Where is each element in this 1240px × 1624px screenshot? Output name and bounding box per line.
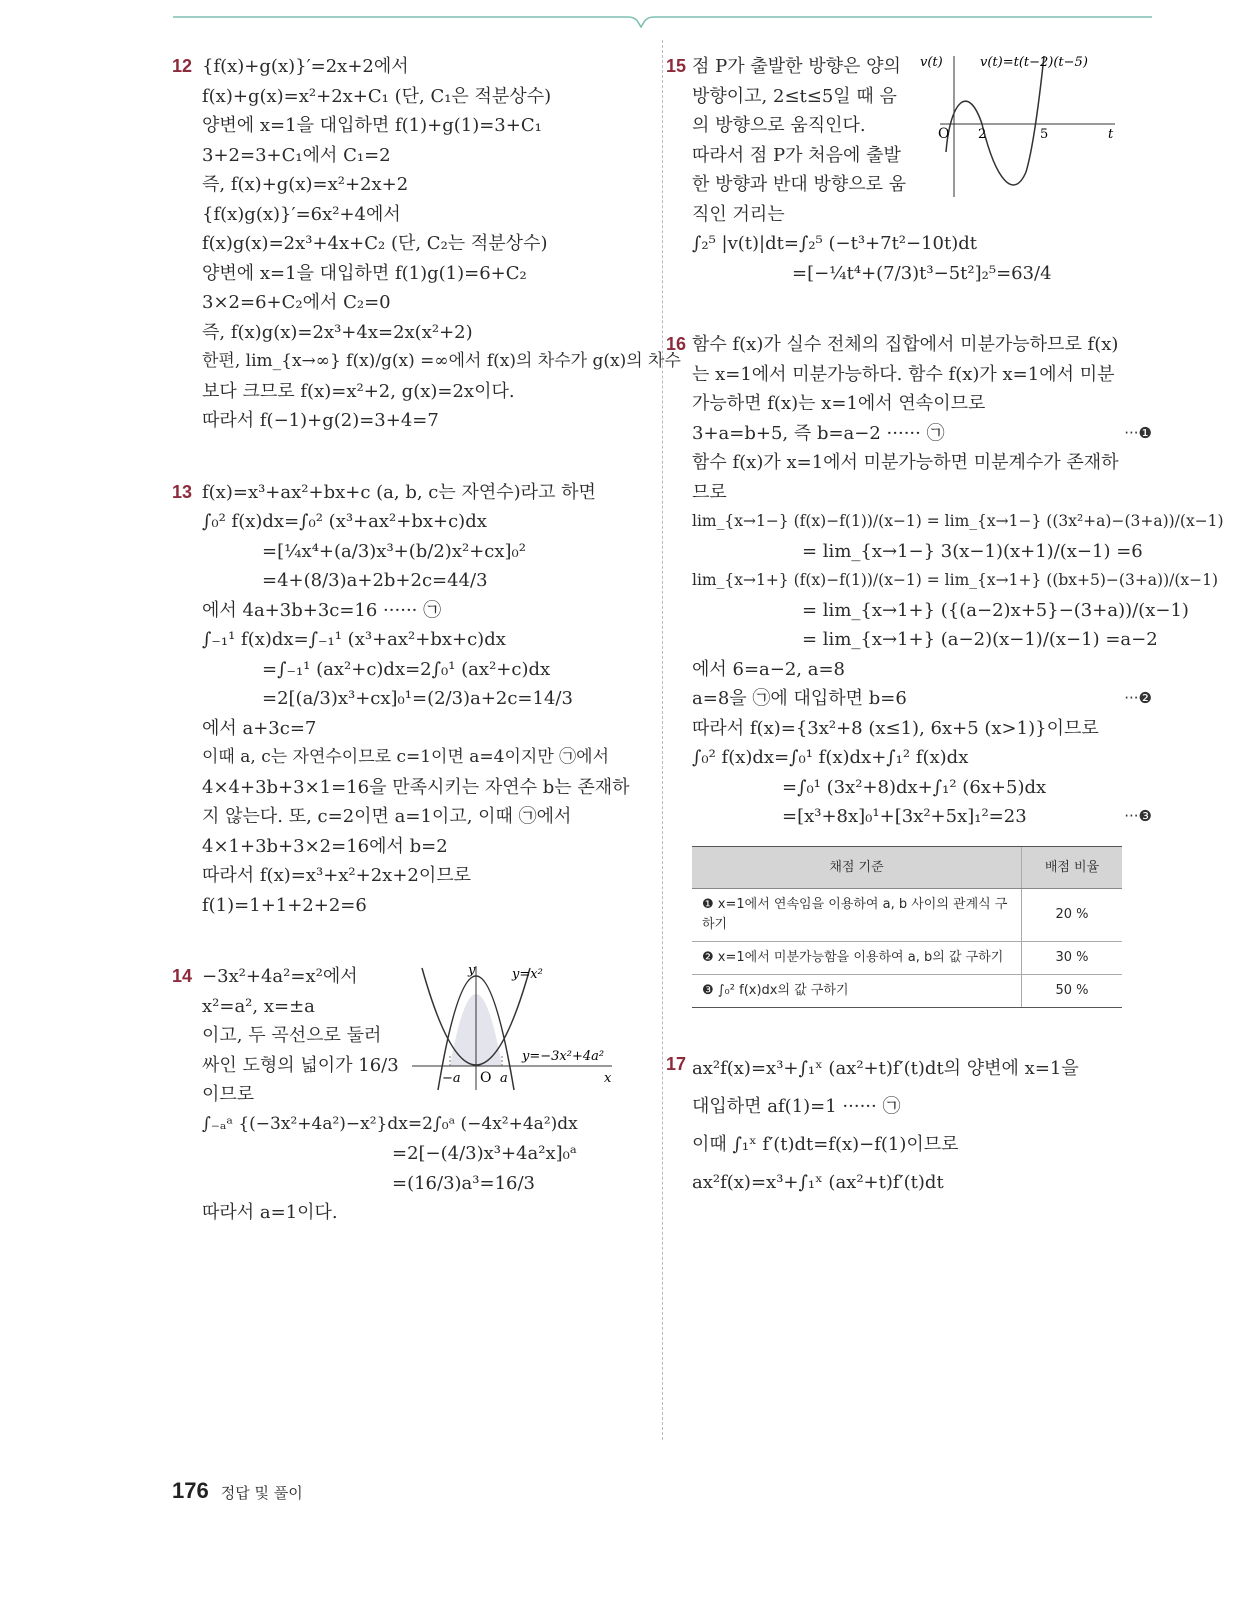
solution-line: = lim_{x→1+} (a−2)(x−1)/(x−1) =a−2 <box>802 629 1158 650</box>
solution-line: 양변에 x=1을 대입하면 f(1)g(1)=6+C₂ <box>202 262 527 284</box>
solution-line: 양변에 x=1을 대입하면 f(1)+g(1)=3+C₁ <box>202 115 542 136</box>
axis-label-y: y <box>468 963 476 978</box>
solution-line: ∫₀² f(x)dx=∫₀² (x³+ax²+bx+c)dx <box>202 511 487 532</box>
problem-number: 16 <box>666 334 687 354</box>
curve-label: v(t)=t(t−2)(t−5) <box>980 55 1088 70</box>
grading-table <box>692 846 1122 1009</box>
section-title: 정답 및 풀이 <box>220 1484 303 1502</box>
solution-line: 따라서 점 P가 처음에 출발 <box>692 144 901 166</box>
solution-line: 따라서 f(x)={3x²+8 (x≤1), 6x+5 (x>1)}이므로 <box>692 717 1099 739</box>
problem-15 <box>666 52 1152 288</box>
grading-criterion: ❷ x=1에서 미분가능함을 이용하여 a, b의 값 구하기 <box>692 942 1022 975</box>
grading-header-criterion: 채점 기준 <box>692 846 1022 889</box>
solution-line: 3+a=b+5, 즉 b=a−2 ······ ㉠ ···❶ <box>692 419 1152 449</box>
solution-line: =[−¼t⁴+(7/3)t³−5t²]₂⁵=63/4 <box>792 262 1052 284</box>
solution-line: x²=a², x=±a <box>202 995 315 1017</box>
solution-line: 3+2=3+C₁에서 C₁=2 <box>202 144 391 166</box>
grading-criterion: ❶ x=1에서 연속임을 이용하여 a, b 사이의 관계식 구하기 <box>692 889 1022 942</box>
solution-line: = lim_{x→1+} ({(a−2)x+5}−(3+a))/(x−1) <box>802 599 1189 621</box>
solution-line: a=8을 ㉠에 대입하면 b=6 ···❷ <box>692 684 1152 714</box>
solution-line: 점 P가 출발한 방향은 양의 <box>692 56 901 77</box>
solution-line: lim_{x→1+} (f(x)−f(1))/(x−1) = lim_{x→1+} ((bx+5)−(3+a))/(x−1) <box>692 571 1219 589</box>
table-row <box>692 975 1122 1008</box>
solution-line: ∫₋₁¹ f(x)dx=∫₋₁¹ (x³+ax²+bx+c)dx <box>202 629 506 650</box>
table-row <box>692 889 1122 942</box>
grading-ratio: 20 % <box>1022 889 1123 942</box>
solution-line: 지 않는다. 또, c=2이면 a=1이고, 이때 ㉠에서 <box>202 806 572 827</box>
solution-line: 방향이고, 2≤t≤5일 때 음 <box>692 85 897 107</box>
solution-line: lim_{x→1−} (f(x)−f(1))/(x−1) = lim_{x→1−} ((3x²+a)−(3+a))/(x−1) <box>692 512 1224 530</box>
page-number: 176 <box>172 1478 209 1503</box>
tick-label-neg-a: −a <box>442 1071 461 1086</box>
solution-line: 에서 a+3c=7 <box>202 717 317 739</box>
solution-line: f(1)=1+1+2+2=6 <box>202 894 367 916</box>
solution-line: =[¼x⁴+(a/3)x³+(b/2)x²+cx]₀² <box>262 540 526 562</box>
column-divider <box>662 40 663 1440</box>
step-mark-1: ···❶ <box>1124 423 1152 442</box>
solution-line: ∫₀² f(x)dx=∫₀¹ f(x)dx+∫₁² f(x)dx <box>692 747 969 768</box>
origin-label: O <box>480 1070 492 1086</box>
solution-line: ax²f(x)=x³+∫₁ˣ (ax²+t)f′(t)dt <box>692 1172 944 1193</box>
velocity-graph <box>920 52 1150 202</box>
solution-line: ax²f(x)=x³+∫₁ˣ (ax²+t)f′(t)dt의 양변에 x=1을 <box>692 1058 1079 1079</box>
solution-line: ∫₋ₐᵃ {(−3x²+4a²)−x²}dx=2∫₀ᵃ (−4x²+4a²)dx <box>202 1113 578 1134</box>
solution-line: =(16/3)a³=16/3 <box>392 1172 535 1194</box>
solution-line: 함수 f(x)가 x=1에서 미분가능하면 미분계수가 존재하 <box>692 452 1119 473</box>
solution-line: 므로 <box>692 481 727 503</box>
tick-label-a: a <box>500 1071 508 1086</box>
solution-line: =2[(a/3)x³+cx]₀¹=(2/3)a+2c=14/3 <box>262 688 573 709</box>
problem-number: 12 <box>172 56 193 76</box>
solution-line: 보다 크므로 f(x)=x²+2, g(x)=2x이다. <box>202 380 515 402</box>
solution-line: −3x²+4a²=x²에서 <box>202 966 358 987</box>
solution-line: 이므로 <box>202 1084 255 1105</box>
solution-line: =4+(8/3)a+2b+2c=44/3 <box>262 570 488 591</box>
solution-line: 이때 a, c는 자연수이므로 c=1이면 a=4이지만 ㉠에서 <box>202 747 610 767</box>
solution-line: =2[−(4/3)x³+4a²x]₀ᵃ <box>392 1143 577 1164</box>
curve-label-1: y=x² <box>512 967 543 982</box>
solution-line: 4×1+3b+3×2=16에서 b=2 <box>202 835 448 857</box>
solution-line: {f(x)+g(x)}′=2x+2에서 <box>202 56 409 77</box>
solution-line: 의 방향으로 움직인다. <box>692 115 866 136</box>
solution-line: =∫₀¹ (3x²+8)dx+∫₁² (6x+5)dx <box>782 776 1047 798</box>
problem-number: 13 <box>172 481 193 502</box>
problem-number: 17 <box>666 1054 687 1074</box>
solution-line: 싸인 도형의 넓이가 16/3 <box>202 1054 399 1076</box>
grading-ratio: 50 % <box>1022 975 1123 1008</box>
tick-label-2: 2 <box>978 127 987 142</box>
solution-line: 한편, lim_{x→∞} f(x)/g(x) =∞에서 f(x)의 차수가 g(x)의 차수 <box>202 351 681 371</box>
solution-line: ∫₂⁵ |v(t)|dt=∫₂⁵ (−t³+7t²−10t)dt <box>692 233 978 254</box>
tick-label-5: 5 <box>1040 127 1049 142</box>
grading-header-ratio: 배점 비율 <box>1022 846 1123 889</box>
problem-13 <box>172 478 642 921</box>
solution-line: 즉, f(x)g(x)=2x³+4x=2x(x²+2) <box>202 321 473 343</box>
problem-14 <box>172 962 642 1228</box>
origin-label: O <box>938 126 950 142</box>
solution-line: 이때 ∫₁ˣ f′(t)dt=f(x)−f(1)이므로 <box>692 1134 959 1155</box>
solution-line: 대입하면 af(1)=1 ······ ㉠ <box>692 1096 901 1117</box>
problem-17 <box>666 1050 1152 1202</box>
solution-line: f(x)=x³+ax²+bx+c (a, b, c는 자연수)라고 하면 <box>202 481 596 503</box>
table-row <box>692 942 1122 975</box>
solution-line: 4×4+3b+3×1=16을 만족시키는 자연수 b는 존재하 <box>202 776 630 798</box>
solution-line: 가능하면 f(x)는 x=1에서 연속이므로 <box>692 393 986 414</box>
axis-label-x: x <box>604 1071 612 1086</box>
curve-label-2: y=−3x²+4a² <box>522 1049 605 1064</box>
solution-line: 한 방향과 반대 방향으로 움 <box>692 174 907 195</box>
parabola-graph <box>412 962 632 1092</box>
solution-line: 따라서 f(x)=x³+x²+2x+2이므로 <box>202 865 472 886</box>
solution-line: 는 x=1에서 미분가능하다. 함수 f(x)가 x=1에서 미분 <box>692 363 1115 385</box>
step-mark-3: ···❸ <box>1124 807 1152 825</box>
problem-number: 15 <box>666 56 687 76</box>
solution-line: 함수 f(x)가 실수 전체의 집합에서 미분가능하므로 f(x) <box>692 334 1119 355</box>
axis-label-v: v(t) <box>920 55 943 70</box>
solution-line: {f(x)g(x)}′=6x²+4에서 <box>202 203 401 225</box>
problem-16 <box>666 330 1224 1008</box>
solution-line: 이고, 두 곡선으로 둘러 <box>202 1025 382 1046</box>
solution-line: 즉, f(x)+g(x)=x²+2x+2 <box>202 174 409 195</box>
page-footer <box>172 1478 303 1504</box>
step-mark-2: ···❷ <box>1124 689 1152 707</box>
solution-line: f(x)+g(x)=x²+2x+C₁ (단, C₁은 적분상수) <box>202 85 552 107</box>
solution-line: 에서 4a+3b+3c=16 ······ ㉠ <box>202 599 442 621</box>
axis-label-t: t <box>1108 127 1114 142</box>
problem-number: 14 <box>172 966 193 986</box>
solution-line: =[x³+8x]₀¹+[3x²+5x]₁²=23 ···❸ <box>692 802 1152 832</box>
solution-line: 3×2=6+C₂에서 C₂=0 <box>202 292 391 313</box>
solution-line: 따라서 f(−1)+g(2)=3+4=7 <box>202 410 439 431</box>
solution-line: =∫₋₁¹ (ax²+c)dx=2∫₀¹ (ax²+c)dx <box>262 658 551 680</box>
solution-line: 에서 6=a−2, a=8 <box>692 658 846 680</box>
top-rule <box>173 14 1152 28</box>
solution-line: 따라서 a=1이다. <box>202 1202 338 1223</box>
grading-criterion: ❸ ∫₀² f(x)dx의 값 구하기 <box>692 975 1022 1008</box>
right-column <box>666 52 1224 1202</box>
grading-ratio: 30 % <box>1022 942 1123 975</box>
solution-line: = lim_{x→1−} 3(x−1)(x+1)/(x−1) =6 <box>802 540 1143 562</box>
solution-line: f(x)g(x)=2x³+4x+C₂ (단, C₂는 적분상수) <box>202 233 548 254</box>
solution-line: 직인 거리는 <box>692 203 785 225</box>
